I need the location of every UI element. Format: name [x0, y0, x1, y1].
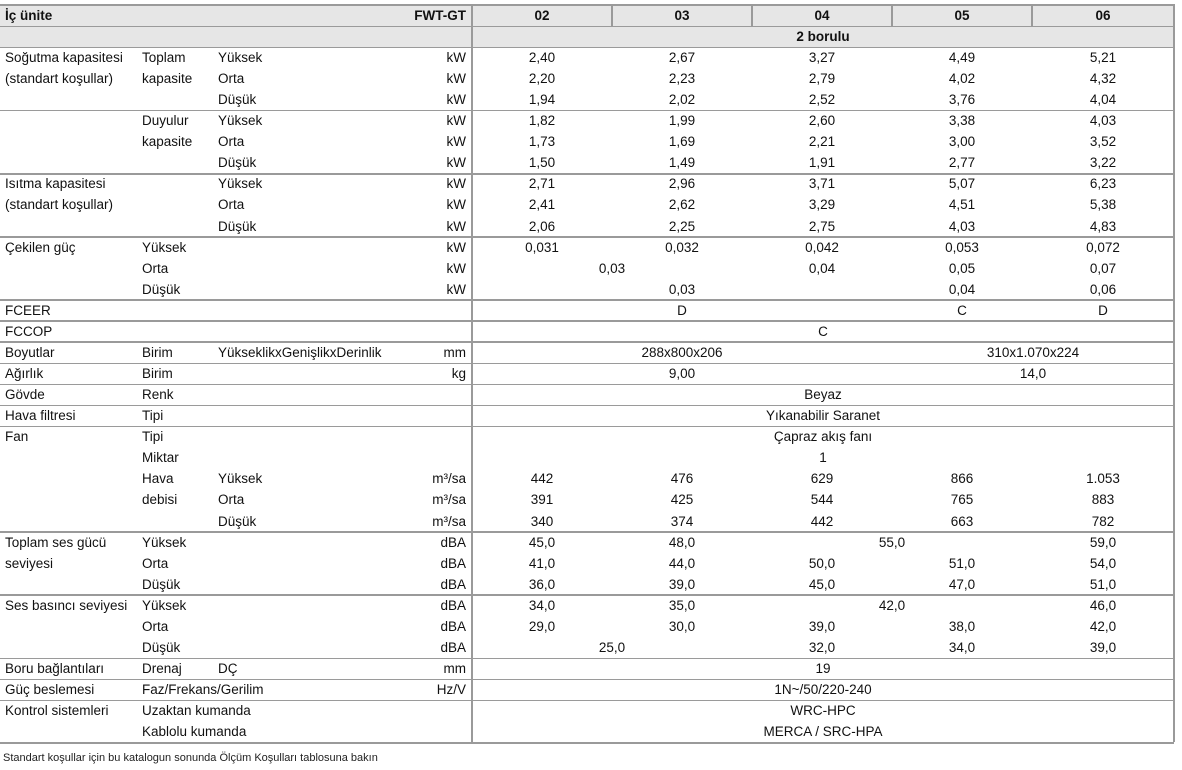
unit-label: kW: [446, 113, 466, 129]
value-cell: D: [677, 302, 687, 318]
value-cell: 663: [950, 513, 974, 529]
value-cell: Yıkanabilir Saranet: [765, 408, 881, 424]
level-label: Orta: [218, 134, 245, 150]
value-cell: 50,0: [808, 555, 836, 571]
table-row: [0, 385, 1174, 405]
group-label: Güç beslemesi: [5, 682, 95, 698]
footnote: Standart koşullar için bu katalogun sonunda Ölçüm Koşulları tablosuna bakın: [3, 752, 378, 764]
value-cell: 51,0: [948, 555, 976, 571]
unit-label: dBA: [440, 639, 466, 655]
value-cell: 765: [950, 492, 974, 508]
row-divider: [0, 531, 1174, 533]
value-cell: 3,00: [948, 134, 976, 150]
pipe-type-label: 2 borulu: [796, 29, 850, 44]
sub-label: Orta: [142, 260, 169, 276]
value-cell: 5,07: [948, 176, 976, 192]
value-cell: 4,83: [1089, 218, 1117, 234]
unit-label: m³/sa: [432, 492, 466, 508]
level-label: YükseklikxGenişlikxDerinlik: [218, 344, 382, 360]
value-cell: 2,40: [528, 50, 556, 65]
level-label: Yüksek: [218, 176, 263, 192]
value-cell: 3,29: [808, 197, 836, 213]
level-label: Yüksek: [218, 50, 263, 65]
row-divider: [0, 679, 1174, 681]
value-cell: 0,032: [665, 239, 699, 255]
value-cell: 476: [670, 471, 694, 487]
unit-label: kW: [446, 260, 466, 276]
row-divider: [0, 426, 1174, 428]
value-cell: 48,0: [668, 534, 696, 550]
table-row: [0, 638, 1174, 658]
value-cell: 4,49: [948, 50, 976, 65]
sub-label: kapasite: [142, 134, 193, 150]
value-cell: 36,0: [528, 576, 556, 592]
group-label: Toplam ses gücü: [5, 534, 107, 550]
value-cell: 51,0: [1089, 576, 1117, 592]
table-row: [0, 575, 1174, 595]
level-label: Orta: [218, 197, 245, 213]
row-divider: [0, 742, 1174, 744]
header-row: [0, 6, 1174, 26]
sub-label: Drenaj: [142, 661, 182, 677]
row-divider: [0, 363, 1174, 365]
group-label: Boyutlar: [5, 344, 55, 360]
unit-label: kW: [446, 281, 466, 297]
row-divider: [0, 384, 1174, 386]
value-cell: 1.053: [1086, 471, 1120, 487]
value-cell: 0,03: [668, 281, 696, 297]
value-cell: 2,23: [668, 71, 696, 87]
value-cell: 442: [810, 513, 834, 529]
table-row: [0, 343, 1174, 363]
sub-label: Renk: [142, 387, 174, 403]
table-row: [0, 217, 1174, 237]
sub-label: Orta: [142, 618, 169, 634]
model-col-03: 03: [674, 8, 690, 23]
value-cell: WRC-HPC: [790, 703, 856, 719]
value-cell: 629: [810, 471, 834, 487]
group-label: FCCOP: [5, 323, 53, 339]
value-cell: 2,77: [948, 155, 976, 171]
unit-label: kW: [446, 92, 466, 108]
value-cell: 2,67: [668, 50, 696, 65]
row-divider: [0, 658, 1174, 660]
sub-label: Toplam: [142, 50, 186, 65]
value-cell: 32,0: [808, 639, 836, 655]
row-divider: [0, 173, 1174, 175]
unit-label: kW: [446, 71, 466, 87]
value-cell: 0,05: [948, 260, 976, 276]
group-label: Isıtma kapasitesi: [5, 176, 106, 192]
sub-label: Düşük: [142, 639, 181, 655]
unit-label: kW: [446, 239, 466, 255]
value-cell: Beyaz: [804, 387, 842, 403]
table-row: [0, 680, 1174, 700]
value-cell: D: [1098, 302, 1108, 318]
value-cell: 14,0: [1019, 366, 1047, 382]
table-row: [0, 490, 1174, 510]
value-cell: 4,02: [948, 71, 976, 87]
value-cell: 44,0: [668, 555, 696, 571]
value-cell: 391: [530, 492, 554, 508]
table-row: [0, 512, 1174, 532]
column-divider: [891, 4, 893, 26]
group-label: Kontrol sistemleri: [5, 703, 109, 719]
value-cell: C: [957, 302, 967, 318]
value-cell: 6,23: [1089, 176, 1117, 192]
sub-label: Faz/Frekans/Gerilim: [142, 682, 264, 698]
group-label: Ağırlık: [5, 366, 44, 382]
value-cell: 3,22: [1089, 155, 1117, 171]
table-row: [0, 111, 1174, 131]
level-label: Düşük: [218, 218, 257, 234]
value-cell: 782: [1091, 513, 1115, 529]
unit-label: dBA: [440, 576, 466, 592]
value-cell: 39,0: [808, 618, 836, 634]
sub-label: Kablolu kumanda: [142, 724, 247, 740]
unit-label: kW: [446, 155, 466, 171]
value-cell: 866: [950, 471, 974, 487]
value-cell: 2,02: [668, 92, 696, 108]
value-cell: MERCA / SRC-HPA: [763, 724, 883, 740]
value-cell: 2,96: [668, 176, 696, 192]
column-divider: [611, 4, 613, 26]
unit-label: kW: [446, 176, 466, 192]
sub-label: Birim: [142, 366, 173, 382]
value-cell: 5,21: [1089, 50, 1117, 65]
value-cell: 0,053: [945, 239, 979, 255]
level-label: Düşük: [218, 155, 257, 171]
sub-label: Yüksek: [142, 239, 187, 255]
value-cell: 4,03: [948, 218, 976, 234]
table-row: [0, 48, 1174, 68]
table-row: [0, 153, 1174, 173]
value-cell: 425: [670, 492, 694, 508]
unit-label: dBA: [440, 618, 466, 634]
value-cell: 2,60: [808, 113, 836, 129]
value-cell: 42,0: [878, 597, 906, 613]
value-cell: 1N~/50/220-240: [774, 682, 872, 698]
value-cell: 1,99: [668, 113, 696, 129]
value-cell: C: [818, 323, 828, 339]
table-row: [0, 195, 1174, 215]
column-divider: [1173, 4, 1175, 742]
value-cell: 54,0: [1089, 555, 1117, 571]
sub-label: debisi: [142, 492, 178, 508]
sub-label: Yüksek: [142, 534, 187, 550]
level-label: Düşük: [218, 92, 257, 108]
table-row: [0, 90, 1174, 110]
row-divider: [0, 110, 1174, 112]
table-row: [0, 701, 1174, 721]
value-cell: 5,38: [1089, 197, 1117, 213]
value-cell: 38,0: [948, 618, 976, 634]
model-col-04: 04: [814, 8, 830, 23]
sub-label: Düşük: [142, 576, 181, 592]
table-row: [0, 617, 1174, 637]
value-cell: 3,27: [808, 50, 836, 65]
level-label: Düşük: [218, 513, 257, 529]
table-row: [0, 554, 1174, 574]
unit-label: Hz/V: [436, 682, 466, 698]
level-label: DÇ: [218, 661, 238, 677]
table-row: [0, 174, 1174, 194]
table-row: [0, 722, 1174, 742]
value-cell: 4,51: [948, 197, 976, 213]
value-cell: 19: [815, 661, 831, 677]
sub-label: Tipi: [142, 408, 164, 424]
sub-label: Yüksek: [142, 597, 187, 613]
unit-label: dBA: [440, 555, 466, 571]
value-cell: 544: [810, 492, 834, 508]
value-cell: 2,71: [528, 176, 556, 192]
level-label: Yüksek: [218, 113, 263, 129]
row-divider: [0, 405, 1174, 407]
value-cell: 39,0: [668, 576, 696, 592]
value-cell: 310x1.070x224: [986, 344, 1080, 360]
value-cell: 3,38: [948, 113, 976, 129]
value-cell: 1,94: [528, 92, 556, 108]
value-cell: 35,0: [668, 597, 696, 613]
row-divider: [0, 236, 1174, 238]
value-cell: 1,91: [808, 155, 836, 171]
row-divider: [0, 594, 1174, 596]
value-cell: 2,52: [808, 92, 836, 108]
level-label: Orta: [218, 492, 245, 508]
sub-label: Uzaktan kumanda: [142, 703, 251, 719]
sub-label: Orta: [142, 555, 169, 571]
value-cell: 0,03: [598, 260, 626, 276]
value-cell: 3,71: [808, 176, 836, 192]
value-cell: 2,41: [528, 197, 556, 213]
value-cell: 47,0: [948, 576, 976, 592]
model-col-05: 05: [954, 8, 970, 23]
table-row: [0, 132, 1174, 152]
value-cell: 340: [530, 513, 554, 529]
table-row: [0, 238, 1174, 258]
table-row: [0, 259, 1174, 279]
value-cell: 30,0: [668, 618, 696, 634]
row-divider: [0, 26, 1174, 28]
group-label: seviyesi: [5, 555, 54, 571]
level-label: Yüksek: [218, 471, 263, 487]
value-cell: 0,07: [1089, 260, 1117, 276]
table-row: [0, 406, 1174, 426]
table-row: [0, 659, 1174, 679]
value-cell: 1,50: [528, 155, 556, 171]
value-cell: 39,0: [1089, 639, 1117, 655]
value-cell: 0,072: [1086, 239, 1120, 255]
value-cell: 55,0: [878, 534, 906, 550]
value-cell: 4,32: [1089, 71, 1117, 87]
row-divider: [0, 320, 1174, 322]
unit-label: kW: [446, 218, 466, 234]
value-cell: 2,79: [808, 71, 836, 87]
model-label: FWT-GT: [414, 8, 466, 23]
unit-label: kg: [451, 366, 466, 382]
unit-label: kW: [446, 50, 466, 65]
group-label: Soğutma kapasitesi: [5, 50, 123, 65]
unit-label: mm: [443, 661, 466, 677]
unit-label: İç ünite: [5, 8, 53, 23]
sub-label: Birim: [142, 344, 173, 360]
value-cell: 0,031: [525, 239, 559, 255]
value-cell: 34,0: [948, 639, 976, 655]
table-row: [0, 469, 1174, 489]
group-label: Fan: [5, 429, 29, 445]
group-label: Gövde: [5, 387, 45, 403]
value-cell: 25,0: [598, 639, 626, 655]
value-cell: 2,62: [668, 197, 696, 213]
row-divider: [0, 341, 1174, 343]
table-row: [0, 69, 1174, 89]
column-divider: [1031, 4, 1033, 26]
value-cell: 0,04: [948, 281, 976, 297]
group-label: Boru bağlantıları: [5, 661, 105, 677]
value-cell: 45,0: [528, 534, 556, 550]
group-label: Hava filtresi: [5, 408, 76, 424]
value-cell: 1,49: [668, 155, 696, 171]
value-cell: 883: [1091, 492, 1115, 508]
value-cell: 1,82: [528, 113, 556, 129]
value-cell: 374: [670, 513, 694, 529]
unit-label: dBA: [440, 597, 466, 613]
model-col-02: 02: [534, 8, 550, 23]
table-row: [0, 533, 1174, 553]
value-cell: 1,69: [668, 134, 696, 150]
row-divider: [0, 47, 1174, 49]
value-cell: 4,03: [1089, 113, 1117, 129]
column-divider: [751, 4, 753, 26]
unit-label: kW: [446, 134, 466, 150]
level-label: Orta: [218, 71, 245, 87]
group-label: Çekilen güç: [5, 239, 76, 255]
value-cell: 442: [530, 471, 554, 487]
value-cell: 2,20: [528, 71, 556, 87]
value-cell: Çapraz akış fanı: [773, 429, 873, 445]
table-row: [0, 322, 1174, 342]
unit-label: dBA: [440, 534, 466, 550]
value-cell: 0,06: [1089, 281, 1117, 297]
value-cell: 9,00: [668, 366, 696, 382]
value-cell: 2,75: [808, 218, 836, 234]
group-label: FCEER: [5, 302, 51, 318]
table-row: [0, 596, 1174, 616]
sub-label: Hava: [142, 471, 174, 487]
value-cell: 3,52: [1089, 134, 1117, 150]
column-divider: [471, 4, 473, 742]
model-col-06: 06: [1095, 8, 1111, 23]
sub-label: Tipi: [142, 429, 164, 445]
table-row: [0, 427, 1174, 447]
table-row: [0, 364, 1174, 384]
unit-label: m³/sa: [432, 513, 466, 529]
sub-label: Miktar: [142, 450, 179, 466]
unit-label: kW: [446, 197, 466, 213]
group-label: Ses basıncı seviyesi: [5, 597, 128, 613]
value-cell: 4,04: [1089, 92, 1117, 108]
subheader-row: [0, 27, 1174, 47]
value-cell: 0,04: [808, 260, 836, 276]
group-label: (standart koşullar): [5, 197, 114, 213]
unit-label: m³/sa: [432, 471, 466, 487]
row-divider: [0, 299, 1174, 301]
value-cell: 2,21: [808, 134, 836, 150]
group-label: (standart koşullar): [5, 71, 114, 87]
value-cell: 1: [819, 450, 827, 466]
table-row: [0, 448, 1174, 468]
row-divider: [0, 4, 1174, 6]
value-cell: 59,0: [1089, 534, 1117, 550]
value-cell: 34,0: [528, 597, 556, 613]
value-cell: 29,0: [528, 618, 556, 634]
table-row: [0, 280, 1174, 300]
value-cell: 41,0: [528, 555, 556, 571]
value-cell: 288x800x206: [641, 344, 723, 360]
unit-label: mm: [443, 344, 466, 360]
sub-label: Düşük: [142, 281, 181, 297]
value-cell: 42,0: [1089, 618, 1117, 634]
sub-label: Duyulur: [142, 113, 189, 129]
value-cell: 2,25: [668, 218, 696, 234]
value-cell: 46,0: [1089, 597, 1117, 613]
value-cell: 0,042: [805, 239, 839, 255]
value-cell: 3,76: [948, 92, 976, 108]
table-row: [0, 301, 1174, 321]
sub-label: kapasite: [142, 71, 193, 87]
row-divider: [0, 700, 1174, 702]
value-cell: 45,0: [808, 576, 836, 592]
value-cell: 2,06: [528, 218, 556, 234]
value-cell: 1,73: [528, 134, 556, 150]
